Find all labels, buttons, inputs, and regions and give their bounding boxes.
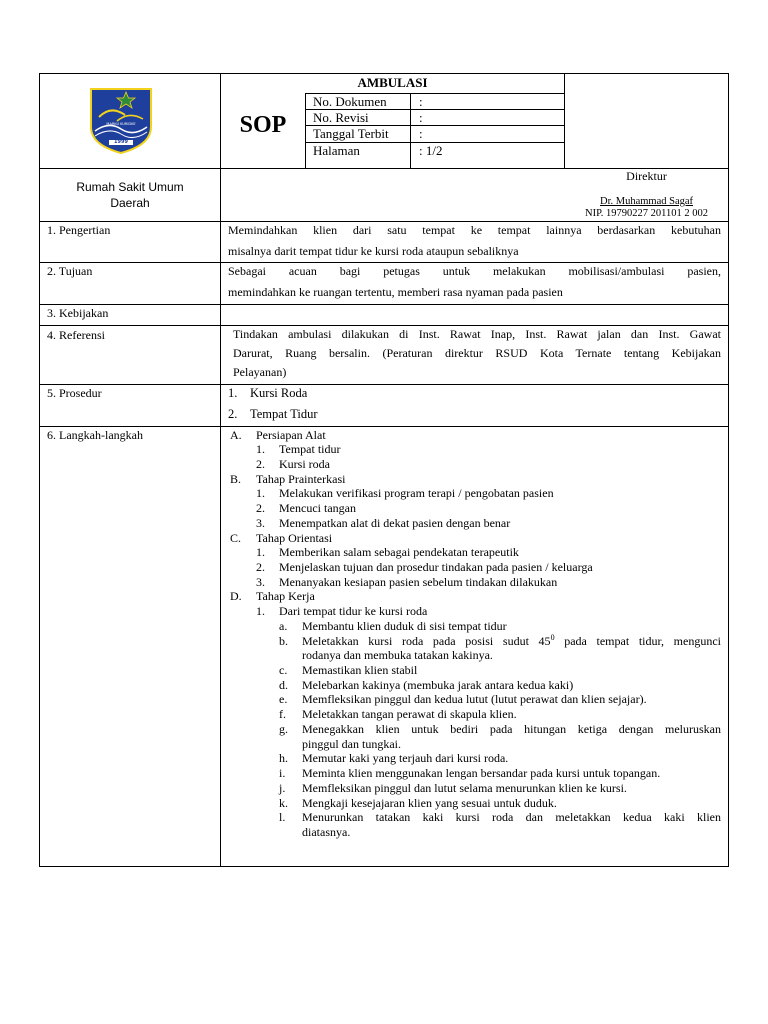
langkah-item-marker: a.: [279, 618, 288, 633]
langkah-item-text: Tahap Orientasi: [256, 530, 333, 545]
row-label-prosedur: 5. Prosedur: [47, 386, 102, 400]
langkah-item-marker: A.: [230, 427, 242, 442]
meta-value: :: [419, 94, 423, 109]
meta-label: Halaman: [313, 143, 360, 158]
langkah-item-text: Tahap Prainterkasi: [256, 471, 346, 486]
director-name: Dr. Muhammad Sagaf: [599, 196, 694, 207]
langkah-item-text: Kursi roda: [279, 456, 330, 471]
langkah-item-text: Meletakkan tangan perawat di skapula klien.: [302, 707, 517, 722]
tujuan-line: Sebagai acuan bagi petugas untuk melakukan mobilisasi/ambulasi pasien,: [228, 264, 721, 278]
langkah-item-text: Melakukan verifikasi program terapi / pengobatan pasien: [279, 486, 554, 501]
logo-year: 1999: [114, 139, 128, 145]
langkah-item-text: Membantu klien duduk di sisi tempat tidur: [302, 618, 507, 633]
langkah-item-marker: 2.: [256, 456, 265, 471]
langkah-item-marker: e.: [279, 692, 288, 707]
row-label-kebijakan: 3. Kebijakan: [47, 306, 109, 320]
langkah-item-marker: 1.: [256, 442, 265, 457]
langkah-item-marker: b.: [279, 633, 288, 648]
prosedur-num: 2.: [228, 407, 238, 421]
langkah-item-text: pinggul dan tungkai.: [302, 736, 401, 751]
langkah-item-text: Persiapan Alat: [256, 427, 326, 442]
langkah-item-text: Menegakkan klien untuk bediri pada hitungan ketiga dengan meluruskan: [302, 721, 721, 736]
prosedur-text: Tempat Tidur: [250, 407, 318, 421]
langkah-item-text: Memberikan salam sebagai pendekatan terapeutik: [279, 545, 519, 560]
meta-value: :: [419, 110, 423, 125]
director-nip: NIP. 19790227 201101 2 002: [585, 208, 708, 219]
langkah-item-text: Menanyakan kesiapan pasien sebelum tindakan dilakukan: [279, 574, 558, 589]
row-label-pengertian: 1. Pengertian: [47, 223, 111, 237]
langkah-item-text: Menjelaskan tujuan dan prosedur tindakan pada pasien / keluarga: [279, 559, 593, 574]
langkah-item-marker: f.: [279, 707, 286, 722]
langkah-item-marker: C.: [230, 530, 242, 545]
meta-value: : 1/2: [419, 143, 443, 158]
langkah-item-marker: i.: [279, 766, 286, 781]
referensi-line: Darurat, Ruang bersalin. (Peraturan direktur RSUD Kota Ternate tentang Kebijakan: [233, 346, 721, 360]
langkah-item-text: Menurunkan tatakan kaki kursi roda dan meletakkan kedua kaki klien: [302, 810, 721, 825]
prosedur-item: [228, 386, 308, 401]
langkah-item-text: Memastikan klien stabil: [302, 663, 418, 678]
langkah-item-marker: g.: [279, 721, 288, 736]
row-label-referensi: 4. Referensi: [47, 328, 105, 342]
langkah-item-marker: 1.: [256, 545, 265, 560]
document-title: AMBULASI: [357, 75, 428, 90]
referensi-line: Pelayanan): [233, 365, 287, 379]
langkah-item-text: Meminta klien menggunakan lengan bersandar pada kursi untuk topangan.: [302, 766, 661, 781]
langkah-item-marker: 3.: [256, 515, 265, 530]
meta-value: :: [419, 126, 423, 141]
langkah-item-marker: 1.: [256, 604, 265, 619]
langkah-item-marker: h.: [279, 751, 288, 766]
langkah-item-marker: j.: [279, 780, 286, 795]
meta-label: No. Dokumen: [313, 94, 387, 109]
langkah-item-marker: 2.: [256, 501, 265, 516]
langkah-item-text: Mengkaji kesejajaran klien yang sesuai untuk duduk.: [302, 795, 557, 810]
director-title: Direktur: [626, 169, 667, 183]
referensi-line: Tindakan ambulasi dilakukan di Inst. Rawat Inap, Inst. Rawat jalan dan Inst. Gawat: [233, 327, 721, 341]
hospital-name: [40, 179, 220, 211]
pengertian-line: Memindahkan klien dari satu tempat ke tempat lainnya berdasarkan kebutuhan: [228, 223, 721, 237]
hospital-name-line: Rumah Sakit Umum: [76, 180, 184, 194]
langkah-item-text: Dari tempat tidur ke kursi roda: [279, 604, 428, 619]
meta-label: Tanggal Terbit: [313, 126, 389, 141]
prosedur-text: Kursi Roda: [250, 386, 308, 400]
langkah-item-text: Melebarkan kakinya (membuka jarak antara kedua kaki): [302, 677, 574, 692]
meta-label: No. Revisi: [313, 110, 369, 125]
langkah-item-text: Memutar kaki yang terjauh dari kursi roda.: [302, 751, 509, 766]
logo-caption: MARKU KURIDKE: [106, 122, 136, 126]
langkah-item-marker: 3.: [256, 574, 265, 589]
langkah-item-marker: d.: [279, 677, 288, 692]
langkah-item-text: diatasnya.: [302, 824, 351, 839]
langkah-item-marker: k.: [279, 795, 288, 810]
langkah-item-marker: 1.: [256, 486, 265, 501]
langkah-item-marker: D.: [230, 589, 242, 604]
langkah-item-marker: c.: [279, 663, 288, 678]
tujuan-line: memindahkan ke ruangan tertentu, memberi rasa nyaman pada pasien: [228, 285, 563, 299]
langkah-item-text: Mencuci tangan: [279, 501, 356, 516]
langkah-item-text: Tahap Kerja: [256, 589, 315, 604]
langkah-item-marker: 2.: [256, 559, 265, 574]
superscript-degree: 0: [550, 632, 555, 642]
pengertian-line: misalnya darit tempat tidur ke kursi roda ataupun sebaliknya: [228, 244, 519, 258]
langkah-item-marker: B.: [230, 471, 242, 486]
langkah-item-text: Memfleksikan pinggul dan lutut selama menurunkan klien ke kursi.: [302, 780, 627, 795]
langkah-item-marker: l.: [279, 810, 286, 825]
row-label-langkah: 6. Langkah-langkah: [47, 428, 143, 442]
langkah-item-text: Tempat tidur: [279, 442, 341, 457]
langkah-item-text: Meletakkan kursi roda pada posisi sudut $45^0$ pada tempat tidur, mengunci: [302, 632, 721, 648]
prosedur-item: [228, 407, 318, 422]
langkah-item-text: rodanya dan membuka tatakan kakinya.: [302, 648, 493, 663]
hospital-logo: [89, 87, 153, 155]
prosedur-num: 1.: [228, 386, 238, 400]
hospital-name-line: Daerah: [110, 196, 150, 210]
langkah-item-text: Menempatkan alat di dekat pasien dengan benar: [279, 515, 511, 530]
langkah-item-text: Memfleksikan pinggul dan kedua lutut (lutut perawat dan klien sejajar).: [302, 692, 647, 707]
sop-label: SOP: [239, 112, 287, 138]
row-label-tujuan: 2. Tujuan: [47, 264, 93, 278]
